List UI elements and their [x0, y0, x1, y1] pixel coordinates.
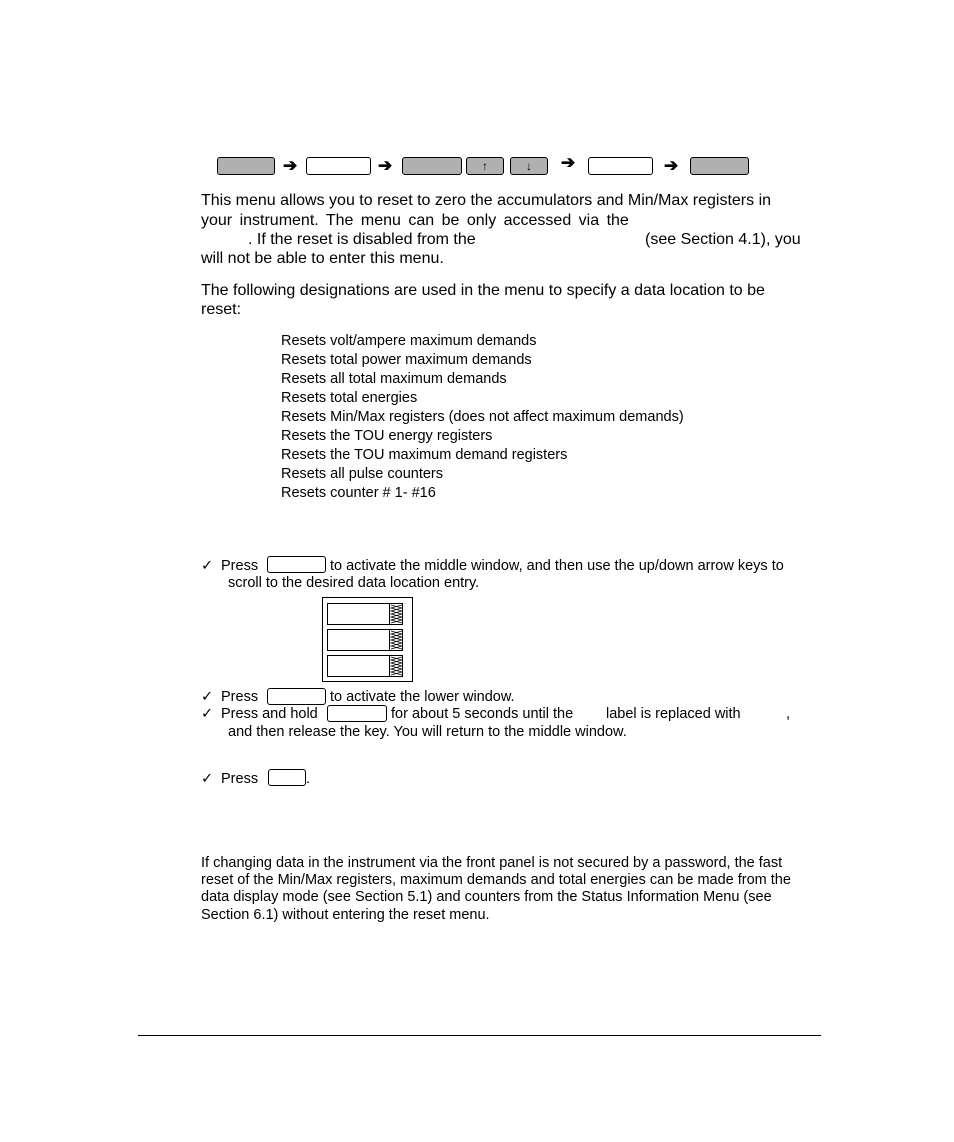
esc-key-inline[interactable] [268, 769, 306, 786]
step-1-text: to activate the middle window, and then use the up/down arrow keys to [330, 558, 784, 574]
arrow-right-icon: ➔ [664, 156, 679, 175]
intro-line-3b: (see Section 4.1), you [645, 231, 801, 248]
list-item: Resets all total maximum demands [281, 371, 507, 387]
arrow-right-icon: ➔ [283, 156, 298, 175]
list-item: Resets the TOU maximum demand registers [281, 447, 568, 463]
list-item: Resets total power maximum demands [281, 352, 532, 368]
select-key-inline[interactable] [267, 556, 326, 573]
step-3-mid2: label is replaced with [606, 706, 741, 722]
step-4-press: Press [221, 771, 259, 787]
reset-menu-key[interactable] [588, 157, 653, 175]
list-item: Resets all pulse counters [281, 466, 443, 482]
note-line-1: If changing data in the instrument via the front panel is not secured by a password, the fast [201, 855, 783, 871]
check-icon: ✓ [201, 706, 214, 722]
middle-window [327, 629, 403, 651]
select-key[interactable] [402, 157, 462, 175]
step-3-cont: and then release the key. You will return to the middle window. [228, 724, 627, 740]
up-arrow-icon: ↑ [482, 159, 488, 173]
step-2-text: to activate the lower window. [330, 689, 515, 705]
down-arrow-icon: ↓ [526, 159, 532, 173]
upper-window [327, 603, 403, 625]
intro-line-3a: . If the reset is disabled from the [248, 231, 476, 248]
enter-key[interactable] [690, 157, 749, 175]
designations-line-1: The following designations are used in the menu to specify a data location to be [201, 282, 765, 299]
zigzag-icon [389, 630, 402, 650]
check-icon: ✓ [201, 558, 214, 574]
display-key[interactable] [306, 157, 371, 175]
select-key-inline[interactable] [267, 688, 326, 705]
step-1-press: Press [221, 558, 259, 574]
up-arrow-key[interactable] [466, 157, 504, 175]
footer-divider [138, 1035, 821, 1036]
note-line-3: data display mode (see Section 5.1) and counters from the Status Information Menu (see [201, 889, 772, 905]
arrow-right-icon: ➔ [378, 156, 393, 175]
list-item: Resets the TOU energy registers [281, 428, 493, 444]
zigzag-icon [389, 604, 402, 624]
arrow-right-icon: ➔ [561, 153, 576, 172]
intro-line-2: your instrument. The menu can be only accessed via the [201, 212, 629, 229]
note-line-2: reset of the Min/Max registers, maximum demands and total energies can be made from the [201, 872, 791, 888]
note-line-4: Section 6.1) without entering the reset menu. [201, 907, 490, 923]
check-icon: ✓ [201, 689, 214, 705]
list-item: Resets volt/ampere maximum demands [281, 333, 537, 349]
intro-line-4: will not be able to enter this menu. [201, 250, 444, 267]
lower-window [327, 655, 403, 677]
zigzag-icon [389, 656, 402, 676]
list-item: Resets total energies [281, 390, 418, 406]
step-2-press: Press [221, 689, 259, 705]
designations-line-2: reset: [201, 301, 242, 318]
check-icon: ✓ [201, 771, 214, 787]
menu-key[interactable] [217, 157, 275, 175]
step-3-comma: , [786, 706, 791, 722]
step-3-press: Press and hold [221, 706, 318, 722]
down-arrow-key[interactable] [510, 157, 548, 175]
list-item: Resets Min/Max registers (does not affect maximum demands) [281, 409, 684, 425]
list-item: Resets counter # 1- #16 [281, 485, 436, 501]
step-1-cont: scroll to the desired data location entry. [228, 575, 480, 591]
step-3-mid: for about 5 seconds until the [391, 706, 574, 722]
step-4-dot: . [306, 771, 311, 787]
intro-line-1: This menu allows you to reset to zero the accumulators and Min/Max registers in [201, 192, 772, 209]
enter-key-inline[interactable] [327, 705, 387, 722]
